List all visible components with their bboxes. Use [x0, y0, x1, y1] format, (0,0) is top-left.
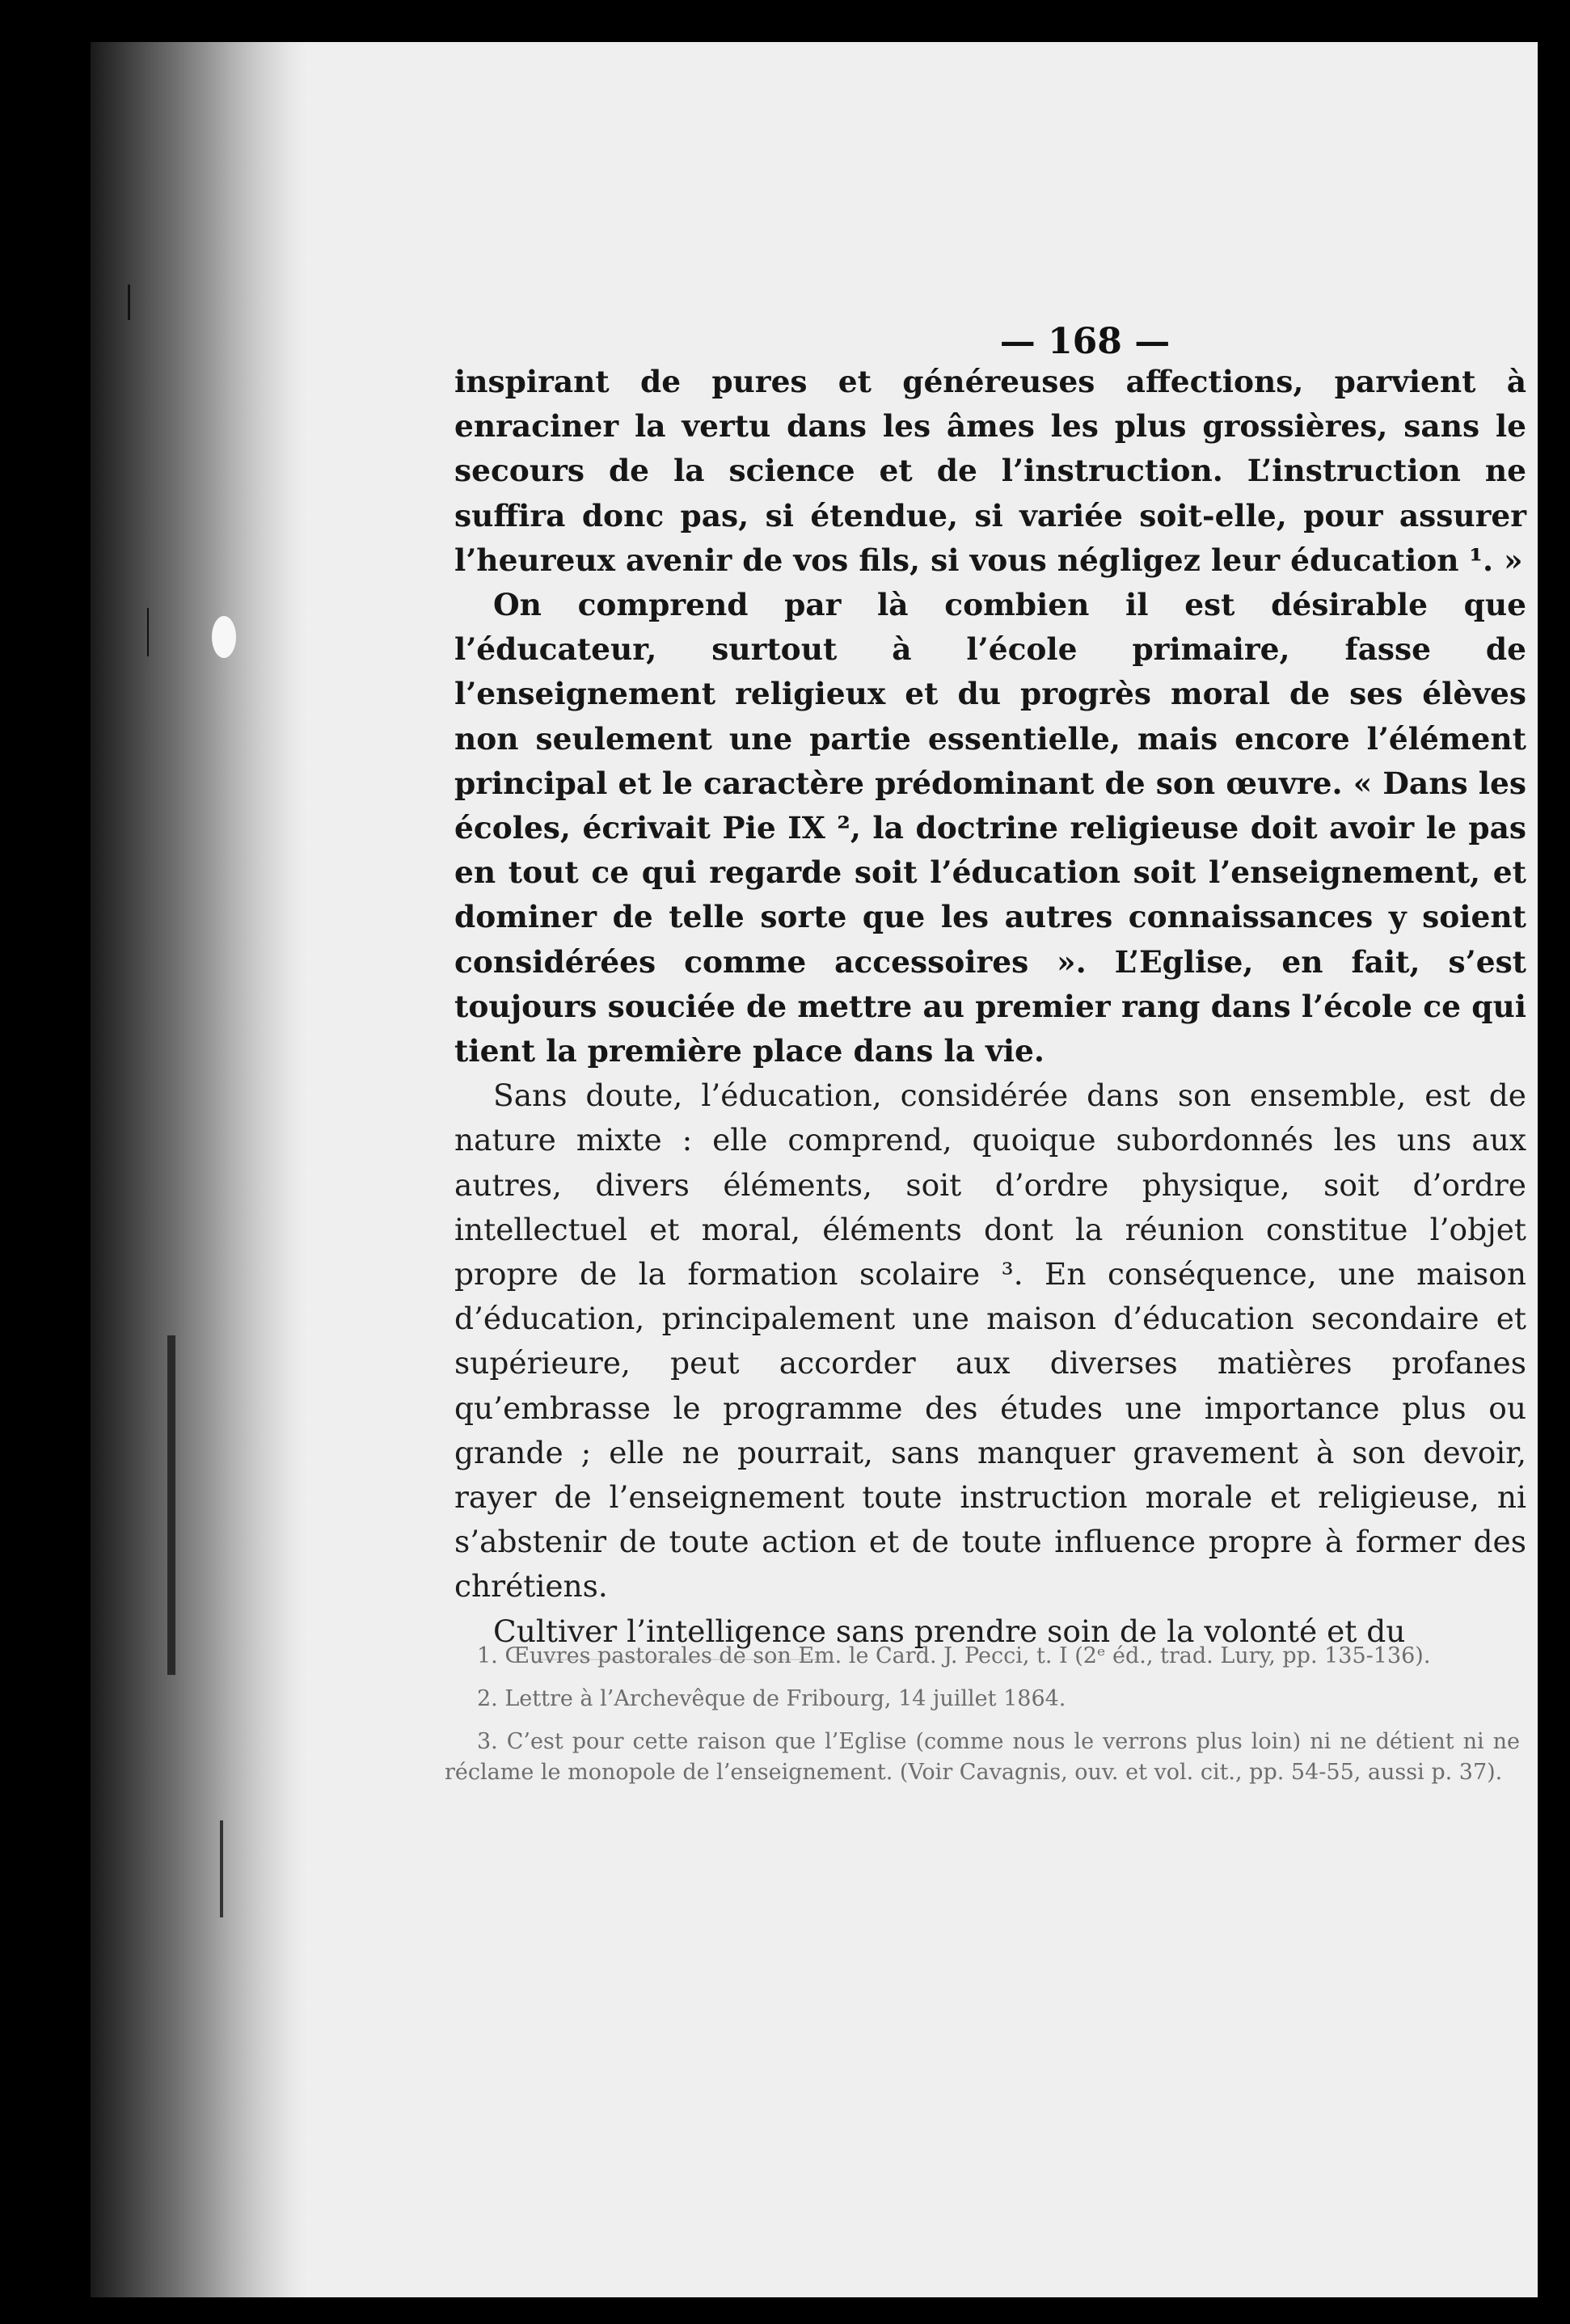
spine-blot — [212, 616, 236, 658]
paragraph: Sans doute, l’éducation, considérée dans son ensemble, est de nature mixte : elle comprend, quoique subordonnés les uns aux autres, divers éléments, soit d’ordre physique, soit d’ordre intellectuel et moral, éléments dont la réunion constitue l’objet propre de la formation scolaire ³. En conséquence, une maison d’éducation, principalement une maison d’éducation secondaire et supérieure, peut accorder aux diverses matières profanes qu’embrasse le programme des études une importance plus ou grande ; elle ne pourrait, sans manquer gravement à son devoir, rayer de l’enseignement toute instruction morale et religieuse, ni s’abstenir de toute action et de toute influence propre à former des chrétiens. — [454, 1078, 1526, 1605]
footnotes — [445, 1641, 1520, 1800]
book-spine-shadow — [91, 42, 307, 2297]
page-number: — 168 — — [999, 321, 1171, 362]
spine-scratch — [147, 608, 149, 656]
footnote: 2. Lettre à l’Archevêque de Fribourg, 14 juillet 1864. — [477, 1686, 1066, 1711]
footnote: 1. Œuvres pastorales de son Em. le Card. J. Pecci, t. I (2ᵉ éd., trad. Lury, pp. 135-136). — [477, 1643, 1431, 1668]
paragraph: On comprend par là combien il est désirable que l’éducateur, surtout à l’école primaire, fasse de l’enseignement religieux et du progrès moral de ses élèves non seulement une partie essentielle, mais encore l’élément principal et le caractère prédominant de son œuvre. « Dans les écoles, écrivait Pie IX ², la doctrine religieuse doit avoir le pas en tout ce qui regarde soit l’éducation soit l’enseignement, et dominer de telle sorte que les autres connaissances y soient considérées comme accessoires ». L’Eglise, en fait, s’est toujours souciée de mettre au premier rang dans l’école ce qui tient la première place dans la vie. — [454, 587, 1526, 1069]
spine-scratch — [128, 285, 130, 320]
paragraph: inspirant de pures et généreuses affections, parvient à enraciner la vertu dans les âmes les plus grossières, sans le secours de la science et de l’instruction. L’instruction ne suffira donc pas, si étendue, si variée soit-elle, pour assurer l’heureux avenir de vos fils, si vous négligez leur éducation ¹. » — [454, 364, 1526, 578]
main-text — [454, 360, 1526, 1654]
paragraph: Cultiver l’intelligence sans prendre soin de la volonté et du — [493, 1613, 1406, 1649]
footnote: 3. C’est pour cette raison que l’Eglise (comme nous le verrons plus loin) ni ne détient ni ne réclame le monopole de l’enseignement. (Voir Cavagnis, ouv. et vol. cit., pp. 54-55, aussi p. 37). — [445, 1729, 1520, 1785]
spine-scratch — [167, 1335, 175, 1675]
spine-scratch — [220, 1820, 223, 1917]
